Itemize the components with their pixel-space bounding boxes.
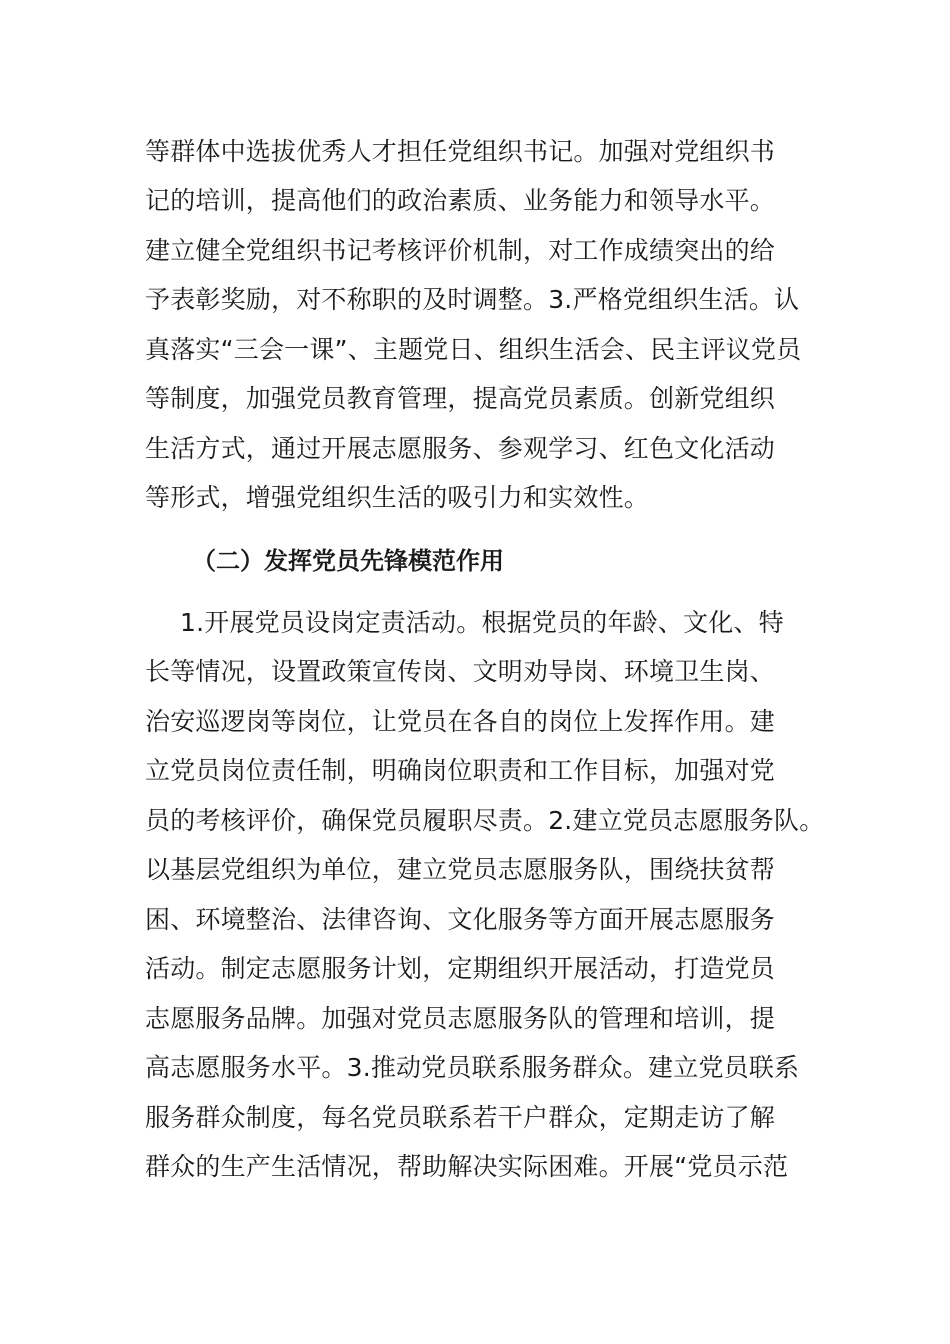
paragraph-line: 1.开展党员设岗定责活动。根据党员的年龄、文化、特 — [180, 608, 784, 637]
section-heading: （二）发挥党员先锋模范作用 — [192, 547, 504, 575]
paragraph-line: 立党员岗位责任制，明确岗位职责和工作目标，加强对党 — [145, 756, 776, 785]
paragraph-line: 员的考核评价，确保党员履职尽责。2.建立党员志愿服务队。 — [145, 806, 825, 835]
paragraph-line: 治安巡逻岗等岗位，让党员在各自的岗位上发挥作用。建 — [145, 707, 776, 736]
paragraph-line: 困、环境整治、法律咨询、文化服务等方面开展志愿服务 — [145, 905, 776, 934]
paragraph-line: 等制度，加强党员教育管理，提高党员素质。创新党组织 — [145, 384, 776, 413]
paragraph-line: 记的培训，提高他们的政治素质、业务能力和领导水平。 — [145, 186, 776, 215]
paragraph-line: 活动。制定志愿服务计划，定期组织开展活动，打造党员 — [145, 954, 776, 983]
paragraph-line: 建立健全党组织书记考核评价机制，对工作成绩突出的给 — [145, 236, 776, 265]
paragraph-line: 志愿服务品牌。加强对党员志愿服务队的管理和培训，提 — [145, 1004, 776, 1033]
paragraph-line: 服务群众制度，每名党员联系若干户群众，定期走访了解 — [145, 1103, 776, 1132]
paragraph-line: 高志愿服务水平。3.推动党员联系服务群众。建立党员联系 — [145, 1053, 800, 1082]
paragraph-line: 长等情况，设置政策宣传岗、文明劝导岗、环境卫生岗、 — [145, 657, 776, 686]
paragraph-line: 群众的生产生活情况，帮助解决实际困难。开展“党员示范 — [145, 1152, 789, 1181]
paragraph-line: 真落实“三会一课”、主题党日、组织生活会、民主评议党员 — [145, 335, 802, 364]
paragraph-line: 生活方式，通过开展志愿服务、参观学习、红色文化活动 — [145, 434, 776, 463]
paragraph-line: 以基层党组织为单位，建立党员志愿服务队，围绕扶贫帮 — [145, 855, 776, 884]
paragraph-line: 等形式，增强党组织生活的吸引力和实效性。 — [145, 483, 650, 512]
paragraph-line: 予表彰奖励，对不称职的及时调整。3.严格党组织生活。认 — [145, 285, 800, 314]
paragraph-line: 等群体中选拔优秀人才担任党组织书记。加强对党组织书 — [145, 137, 776, 166]
